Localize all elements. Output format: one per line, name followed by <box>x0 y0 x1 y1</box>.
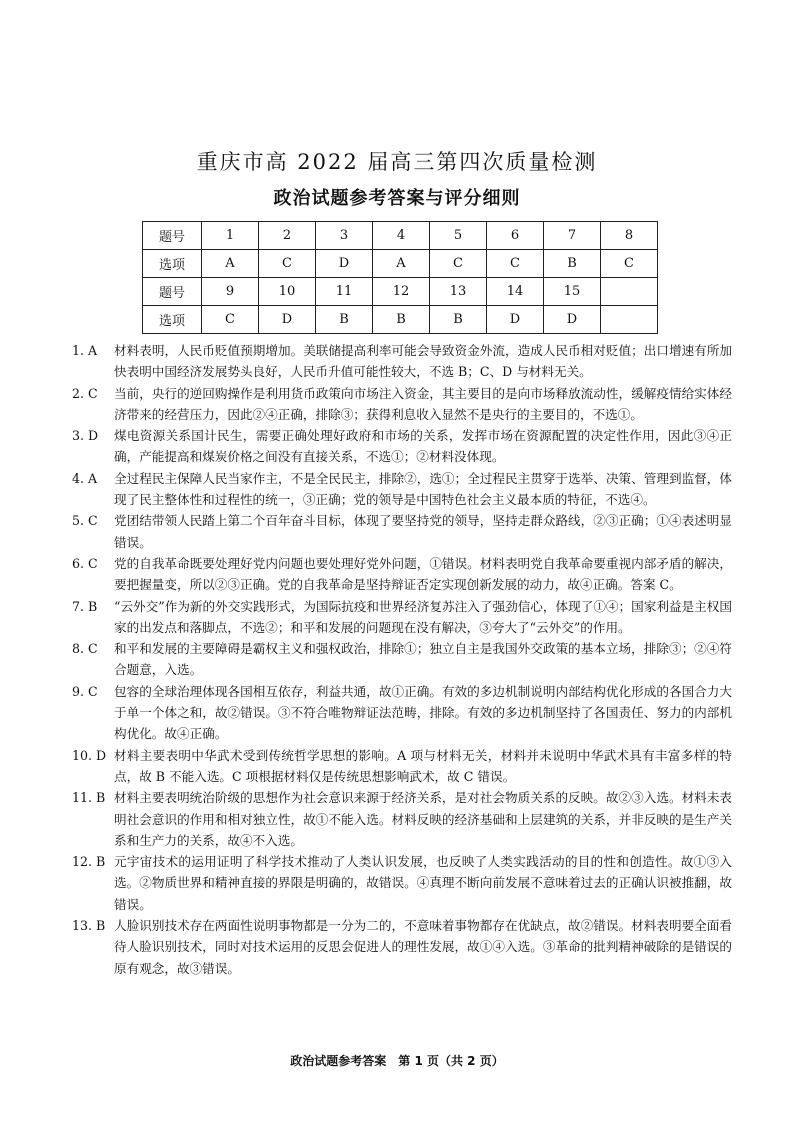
answer-table-row <box>143 222 658 250</box>
answer-table-cell: D <box>259 306 316 334</box>
answer-table-cell: 3 <box>316 222 373 250</box>
answer-table-row <box>143 278 658 306</box>
answer-table-cell: B <box>430 306 487 334</box>
answer-table-cell: 2 <box>259 222 316 250</box>
question-answer-label: 4. A <box>72 470 98 486</box>
question-answer-label: 6. C <box>72 555 98 571</box>
answer-table-row-header: 题号 <box>143 278 202 306</box>
answer-table <box>142 221 658 334</box>
answer-table-cell: A <box>202 250 259 278</box>
answer-table-cell: 8 <box>601 222 658 250</box>
page-footer: 政治试题参考答案 第 1 页（共 2 页） <box>290 1054 504 1068</box>
explanation-item <box>72 787 732 851</box>
explanation-item <box>72 383 732 426</box>
explanation-item <box>72 425 732 468</box>
answer-table-cell: A <box>373 250 430 278</box>
explanation-text: 党的自我革命既要处理好党内问题也要处理好党外问题，①错误。材料表明党自我革命要重视内部矛盾的解决，要把握量变，所以②③正确。党的自我革命是坚持辩证否定实现创新发展的动力，故④正确。答案 C。 <box>114 555 732 593</box>
answer-table-row-header: 选项 <box>143 250 202 278</box>
explanation-text: 和平和发展的主要障碍是霸权主义和强权政治，排除①；独立自主是我国外交政策的基本立场，排除③；②④符合题意，入选。 <box>114 641 732 678</box>
answer-table-cell: C <box>202 306 259 334</box>
answer-table-cell: 6 <box>487 222 544 250</box>
explanation-item <box>72 510 732 553</box>
answer-table-cell: 7 <box>544 222 601 250</box>
question-answer-label: 2. C <box>72 385 98 401</box>
explanation-item <box>72 553 732 596</box>
explanation-item <box>72 638 732 681</box>
answer-table-row <box>143 306 658 334</box>
answer-table-cell: D <box>544 306 601 334</box>
answer-table-cell: 4 <box>373 222 430 250</box>
question-answer-label: 10. D <box>72 747 107 763</box>
explanation-text: 人脸识别技术存在两面性说明事物都是一分为二的，不意味着事物都存在优缺点，故②错误。材料表明要全面看待人脸识别技术，同时对技术运用的反思会促进人的理性发展，故①④入选。③革命的批判精神破除的是错误的原有观念，故③错误。 <box>114 918 732 976</box>
explanation-list <box>72 340 732 979</box>
explanation-text: 材料表明，人民币贬值预期增加。美联储提高利率可能会导致资金外流，造成人民币相对贬值；出口增速有所加快表明中国经济发展势头良好，人民币升值可能性较大，不选 B；C、D 与材料无关。 <box>114 343 732 380</box>
explanation-item <box>72 745 732 788</box>
explanation-text: “云外交”作为新的外交实践形式，为国际抗疫和世界经济复苏注入了强劲信心，体现了①④；国家利益是主权国家的出发点和落脚点，不选②；和平和发展的问题现在没有解决，③夸大了“云外交”的作用。 <box>114 598 732 635</box>
question-answer-label: 8. C <box>72 641 98 657</box>
answer-table-cell: B <box>316 306 373 334</box>
answer-table-cell: 13 <box>430 278 487 306</box>
explanation-item <box>72 915 732 979</box>
explanation-item <box>72 340 732 383</box>
answer-table-cell: C <box>487 250 544 278</box>
answer-table-cell <box>601 278 658 306</box>
answer-table-cell: 15 <box>544 278 601 306</box>
answer-table-cell: 9 <box>202 278 259 306</box>
explanation-text: 材料主要表明统治阶级的思想作为社会意识来源于经济关系，是对社会物质关系的反映。故②③入选。材料未表明社会意识的作用和相对独立性，故①不能入选。材料反映的经济基础和上层建筑的关系，并非反映的是生产关系和生产力的关系，故④不入选。 <box>114 790 732 848</box>
explanation-text: 元宇宙技术的运用证明了科学技术推动了人类认识发展，也反映了人类实践活动的目的性和创造性。故①③入选。②物质世界和精神直接的界限是明确的，故错误。④真理不断向前发展不意味着过去的正确认识被推翻，故错误。 <box>114 854 732 912</box>
answer-table-cell: 14 <box>487 278 544 306</box>
answer-table-row-header: 题号 <box>143 222 202 250</box>
explanation-text: 党团结带领人民踏上第二个百年奋斗目标，体现了要坚持党的领导，坚持走群众路线，②③正确；①④表述明显错误。 <box>114 513 732 550</box>
answer-table-cell: 5 <box>430 222 487 250</box>
explanation-text: 包容的全球治理体现各国相互依存，利益共通，故①正确。有效的多边机制说明内部结构优化形成的各国合力大于单一个体之和，故②错误。③不符合唯物辩证法范畴，排除。有效的多边机制坚持了各国责任、努力的内部机构优化。故④正确。 <box>114 683 732 742</box>
answer-table-cell: C <box>430 250 487 278</box>
answer-table-cell: B <box>544 250 601 278</box>
question-answer-label: 13. B <box>72 918 106 934</box>
page-title: 重庆市高 2022 届高三第四次质量检测 <box>196 150 598 174</box>
explanation-text: 煤电资源关系国计民生，需要正确处理好政府和市场的关系，发挥市场在资源配置的决定性作用，因此③④正确，产能提高和煤炭价格之间没有直接关系，不选①；②材料没体现。 <box>114 428 732 465</box>
question-answer-label: 7. B <box>72 598 98 614</box>
answer-table-cell: D <box>316 250 373 278</box>
question-answer-label: 11. B <box>72 790 106 806</box>
answer-table-cell: C <box>601 250 658 278</box>
answer-table-cell <box>601 306 658 334</box>
answer-table-cell: C <box>259 250 316 278</box>
answer-table-cell: B <box>373 306 430 334</box>
question-answer-label: 3. D <box>72 428 99 444</box>
question-answer-label: 5. C <box>72 513 98 529</box>
answer-table-cell: D <box>487 306 544 334</box>
explanation-item <box>72 681 732 745</box>
explanation-item <box>72 468 732 511</box>
explanation-text: 当前，央行的逆回购操作是利用货币政策向市场注入资金，其主要目的是向市场释放流动性，缓解疫情给实体经济带来的经营压力，因此②④正确，排除③；获得利息收入显然不是央行的主要目的，不选①。 <box>114 385 732 422</box>
answer-table-cell: 11 <box>316 278 373 306</box>
explanation-text: 材料主要表明中华武术受到传统哲学思想的影响。A 项与材料无关，材料并未说明中华武术具有丰富多样的特点，故 B 不能入选。C 项根据材料仅是传统思想影响武术，故 C 错误。 <box>114 747 732 784</box>
answer-table-row <box>143 250 658 278</box>
answer-table-cell: 12 <box>373 278 430 306</box>
answer-table-row-header: 选项 <box>143 306 202 334</box>
question-answer-label: 12. B <box>72 854 106 870</box>
page-subtitle: 政治试题参考答案与评分细则 <box>273 188 521 209</box>
explanation-text: 全过程民主保障人民当家作主，不是全民民主，排除②，选①；全过程民主贯穿于选举、决策、管理到监督，体现了民主整体性和过程性的统一，③正确；党的领导是中国特色社会主义最本质的特征，不选④。 <box>114 470 732 508</box>
answer-table-body <box>143 222 658 334</box>
answer-table-cell: 1 <box>202 222 259 250</box>
explanation-item <box>72 851 732 915</box>
answer-table-cell: 10 <box>259 278 316 306</box>
explanation-item <box>72 596 732 639</box>
question-answer-label: 1. A <box>72 343 98 358</box>
question-answer-label: 9. C <box>72 683 98 699</box>
